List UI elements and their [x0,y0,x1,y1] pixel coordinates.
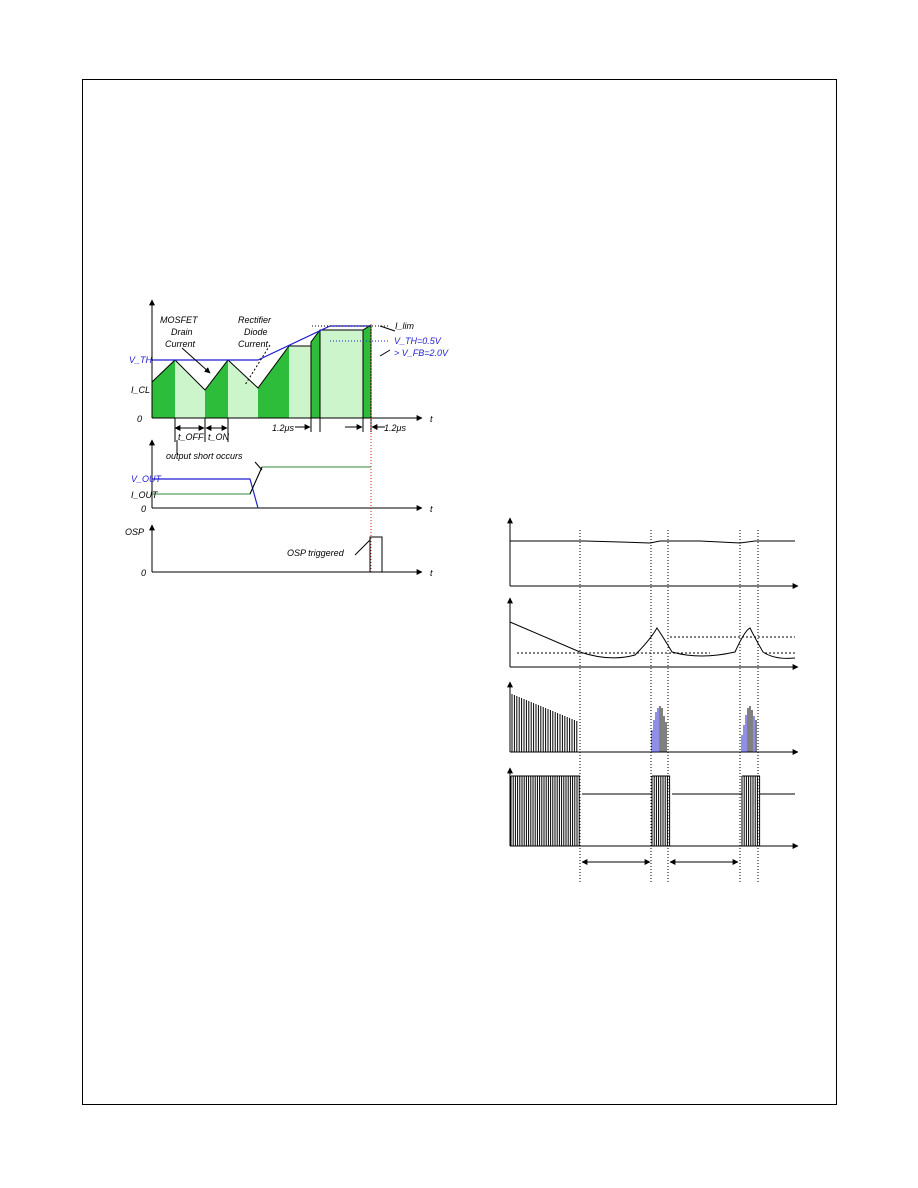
label-mosfet-2: Drain [171,327,193,337]
label-i-out: I_OUT [131,490,158,500]
vgs-pulses [511,776,760,846]
label-vfb: > V_FB=2.0V [394,348,449,358]
label-t-off: t_OFF [178,432,204,442]
label-osp: OSP [125,527,145,537]
label-delay-1: 1.2μs [272,423,294,433]
label-mosfet-3: Current [165,339,196,349]
label-rectifier-1: Rectifier [238,315,272,325]
label-t-on: t_ON [208,432,230,442]
label-rectifier-2: Diode [244,327,268,337]
label-t-3: t [430,568,433,578]
label-rectifier-3: Current [238,339,269,349]
vout-ripple [510,541,795,543]
label-zero-2: 0 [141,504,147,514]
label-vth-left: V_TH [129,355,153,365]
label-v-out: V_OUT [131,474,162,484]
label-mosfet-1: MOSFET [160,315,198,325]
label-zero-3: 0 [141,568,147,578]
label-zero-1: 0 [137,414,143,424]
label-osp-triggered: OSP triggered [287,548,344,558]
ids-pulses [512,694,756,752]
vfb-curve [510,622,795,658]
label-v-th: V_TH=0.5V [394,336,441,346]
label-icl: I_CL [131,385,151,395]
label-t-2: t [430,504,433,514]
label-delay-2: 1.2μs [384,423,406,433]
label-output-short: output short occurs [166,451,243,461]
label-i-lim: I_lim [395,321,415,331]
label-t-1: t [430,414,433,424]
